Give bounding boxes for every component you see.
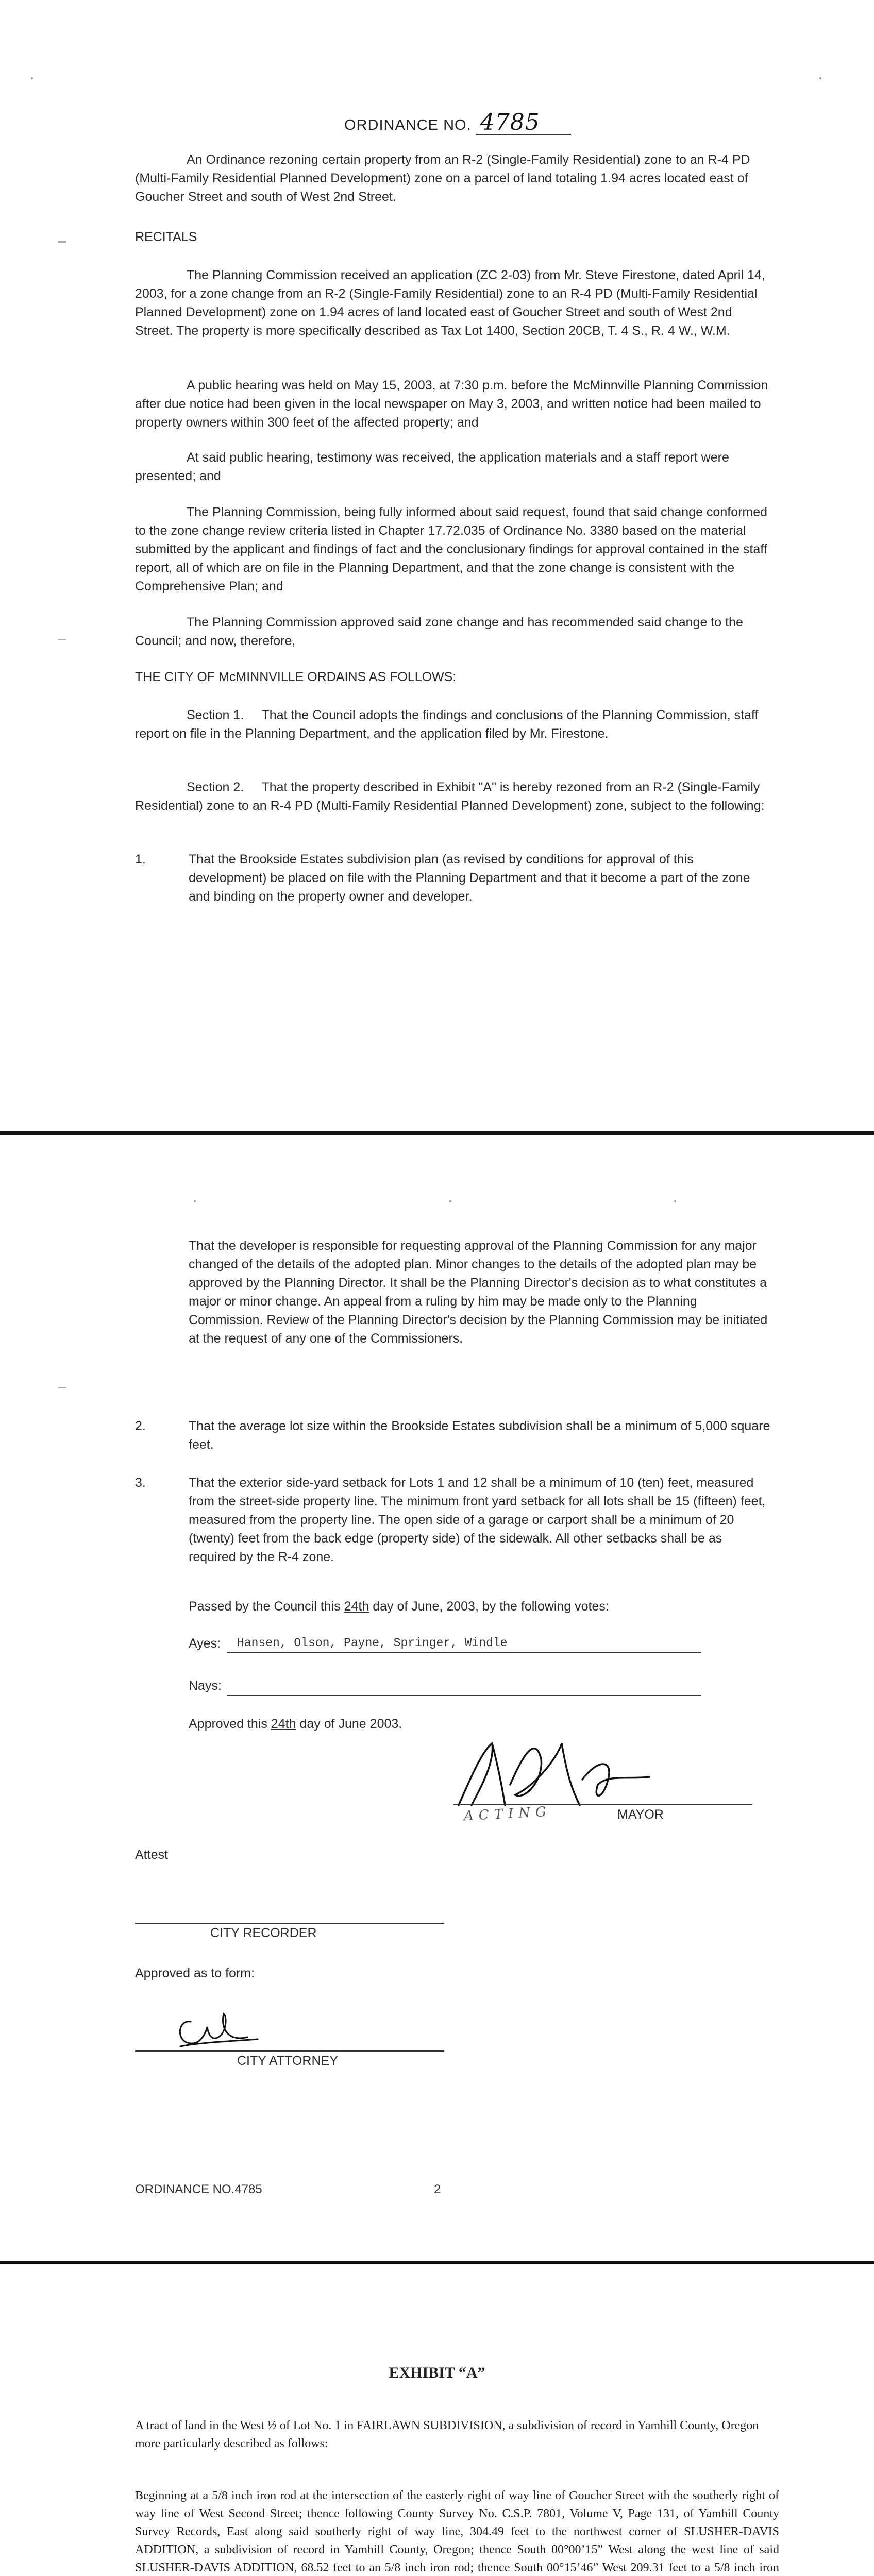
ordinance-number-handwritten: 4785	[476, 111, 571, 135]
condition-continuation: That the developer is responsible for requesting approval of the Planning Commission for any major changed of the details of the adopted plan. Minor changes to the details of the adopted plan may be approved by the Planning Director. It shall be the Planning Director's decision as to what constitutes a major or minor change. An appeal from a ruling by him may be made only to the Planning Commission. Review of the Planning Director's decision by the Planning Commission may be initiated at the request of any one of the Commissioners.	[189, 1239, 768, 1346]
passed-text-end: day of June, 2003, by the following votes:	[373, 1599, 609, 1614]
attorney-label: CITY ATTORNEY	[237, 2054, 338, 2068]
margin-mark	[58, 241, 66, 243]
exhibit-paragraph: A tract of land in the West ½ of Lot No. 1 in FAIRLAWN SUBDIVISION, a subdivision of record in Yamhill County, Oregon more particularly described as follows:	[135, 2419, 759, 2450]
section-2: Section 2. That the property described in Exhibit "A" is hereby rezoned from an R-2 (Single-Family Residential) zone to an R-4 PD (Multi-Family Residential Planned Development) zone, subject to the following:	[135, 780, 765, 813]
recital-paragraph: The Planning Commission, being fully informed about said request, found that said change conformed to the zone change review criteria listed in Chapter 17.72.035 of Ordinance No. 3380 based on the material submitted by the applicant and findings of fact and the conclusionary findings for approval contained in the staff report, all of which are on file in the Planning Department, and that the zone change is consistent with the Comprehensive Plan; and	[135, 505, 768, 594]
approved-text-end: day of June 2003.	[299, 1717, 402, 1731]
ayes-label: Ayes:	[189, 1636, 221, 1651]
ordinance-label: ORDINANCE NO.	[344, 117, 472, 133]
mayor-label: MAYOR	[617, 1807, 664, 1822]
approved-as-to-form: Approved as to form:	[135, 1966, 255, 1980]
item-number: 2.	[135, 1419, 146, 1433]
mayor-signature	[443, 1728, 670, 1816]
condition-item-3: That the exterior side-yard setback for Lots 1 and 12 shall be a minimum of 10 (ten) feet, measured from the street-side property line. The minimum front yard setback for all lots shall be 15 (fifteen) feet, measured from the property line. The open side of a garage or carport shall be a minimum of 20 (twenty) feet from the back edge (property side) of the sidewalk. All other setbacks shall be as required by the R-4 zone.	[189, 1476, 766, 1564]
acting-stamp-handwritten: ACTING	[463, 1804, 552, 1824]
approved-text: Approved this	[189, 1717, 267, 1731]
ayes-names: Hansen, Olson, Payne, Springer, Windle	[227, 1634, 701, 1653]
ordinance-heading	[344, 111, 571, 135]
section-1: Section 1. That the Council adopts the findings and conclusions of the Planning Commission, staff report on file in the Planning Department, and the application filed by Mr. Firestone.	[135, 708, 762, 741]
approved-day: 24th	[271, 1717, 296, 1731]
recital-paragraph: The Planning Commission approved said zone change and has recommended said change to the Council; and now, therefore,	[135, 615, 743, 648]
intro-paragraph: An Ordinance rezoning certain property from an R-2 (Single-Family Residential) zone to an R-4 PD (Multi-Family Residential Planned Development) zone on a parcel of land totaling 1.94 acres located east of Goucher Street and south of West 2nd Street.	[135, 152, 750, 204]
recitals-heading: RECITALS	[135, 230, 197, 244]
scan-speck	[819, 77, 821, 79]
page-3	[0, 2264, 874, 2576]
item-number: 3.	[135, 1476, 146, 1490]
condition-item-1: That the Brookside Estates subdivision plan (as revised by conditions for approval of this development) be placed on file with the Planning Department and that it become a part of the zone and binding on the property owner and developer.	[189, 852, 750, 904]
nays-label: Nays:	[189, 1679, 222, 1693]
approved-line	[189, 1715, 402, 1733]
recital-paragraph: The Planning Commission received an application (ZC 2-03) from Mr. Steve Firestone, dated April 14, 2003, for a zone change from an R-2 (Single-Family Residential) zone to an R-4 PD (Multi-Family Residential Planned Development) zone on 1.94 acres of land located east of Goucher Street and south of West 2nd Street. The property is more specifically described as Tax Lot 1400, Section 20CB, T. 4 S., R. 4 W., W.M.	[135, 268, 765, 338]
margin-mark	[58, 639, 66, 640]
ordains-heading: THE CITY OF McMINNVILLE ORDAINS AS FOLLOWS:	[135, 670, 457, 684]
attest-label: Attest	[135, 1848, 168, 1862]
scan-speck	[674, 1200, 676, 1202]
page-number: 2	[434, 2182, 441, 2196]
recital-paragraph: A public hearing was held on May 15, 2003, at 7:30 p.m. before the McMinnville Planning Commission after due notice had been given in the local newspaper on May 3, 2003, and written notice had been mailed to property owners within 300 feet of the affected property; and	[135, 378, 768, 430]
passed-line	[189, 1597, 609, 1616]
scan-speck	[194, 1200, 196, 1202]
scan-speck	[449, 1200, 451, 1202]
passed-day: 24th	[344, 1599, 369, 1614]
footer-ordinance	[135, 2182, 262, 2197]
mayor-signature-line	[453, 1804, 752, 1805]
page-1	[0, 0, 874, 1128]
attorney-signature	[170, 2006, 273, 2053]
page-divider	[0, 2261, 874, 2264]
footer-label: ORDINANCE NO.	[135, 2182, 235, 2196]
margin-mark	[58, 1387, 66, 1388]
scan-speck	[31, 77, 33, 79]
exhibit-title: EXHIBIT “A”	[389, 2364, 485, 2381]
nays-line	[227, 1676, 701, 1696]
legal-description: Beginning at a 5/8 inch iron rod at the intersection of the easterly right of way line of Goucher Street with the southerly right of way line of West Second Street; thence following County Survey No. C.S.P. 7801, Volume V, Page 131, of Yamhill County Survey Records, East along said southerly right of way line, 304.49 feet to the northwest corner of SLUSHER-DAVIS ADDITION, a subdivision of record in Yamhill County, Oregon; thence South 00°00’15” West along the west line of said SLUSHER-DAVIS ADDITION, 68.52 feet to an 5/8 inch iron rod; thence South 00°15’46” West 209.31 feet to a 5/8 inch iron	[135, 2489, 779, 2574]
passed-text: Passed by the Council this	[189, 1599, 341, 1614]
item-number: 1.	[135, 852, 146, 867]
recorder-label: CITY RECORDER	[210, 1926, 317, 1940]
footer-number: 4785	[234, 2182, 262, 2196]
page-divider	[0, 1131, 874, 1135]
page-2	[0, 1136, 874, 2259]
condition-item-2: That the average lot size within the Brookside Estates subdivision shall be a minimum of 5,000 square feet.	[189, 1419, 770, 1452]
recital-paragraph: At said public hearing, testimony was received, the application materials and a staff report were presented; and	[135, 450, 729, 483]
